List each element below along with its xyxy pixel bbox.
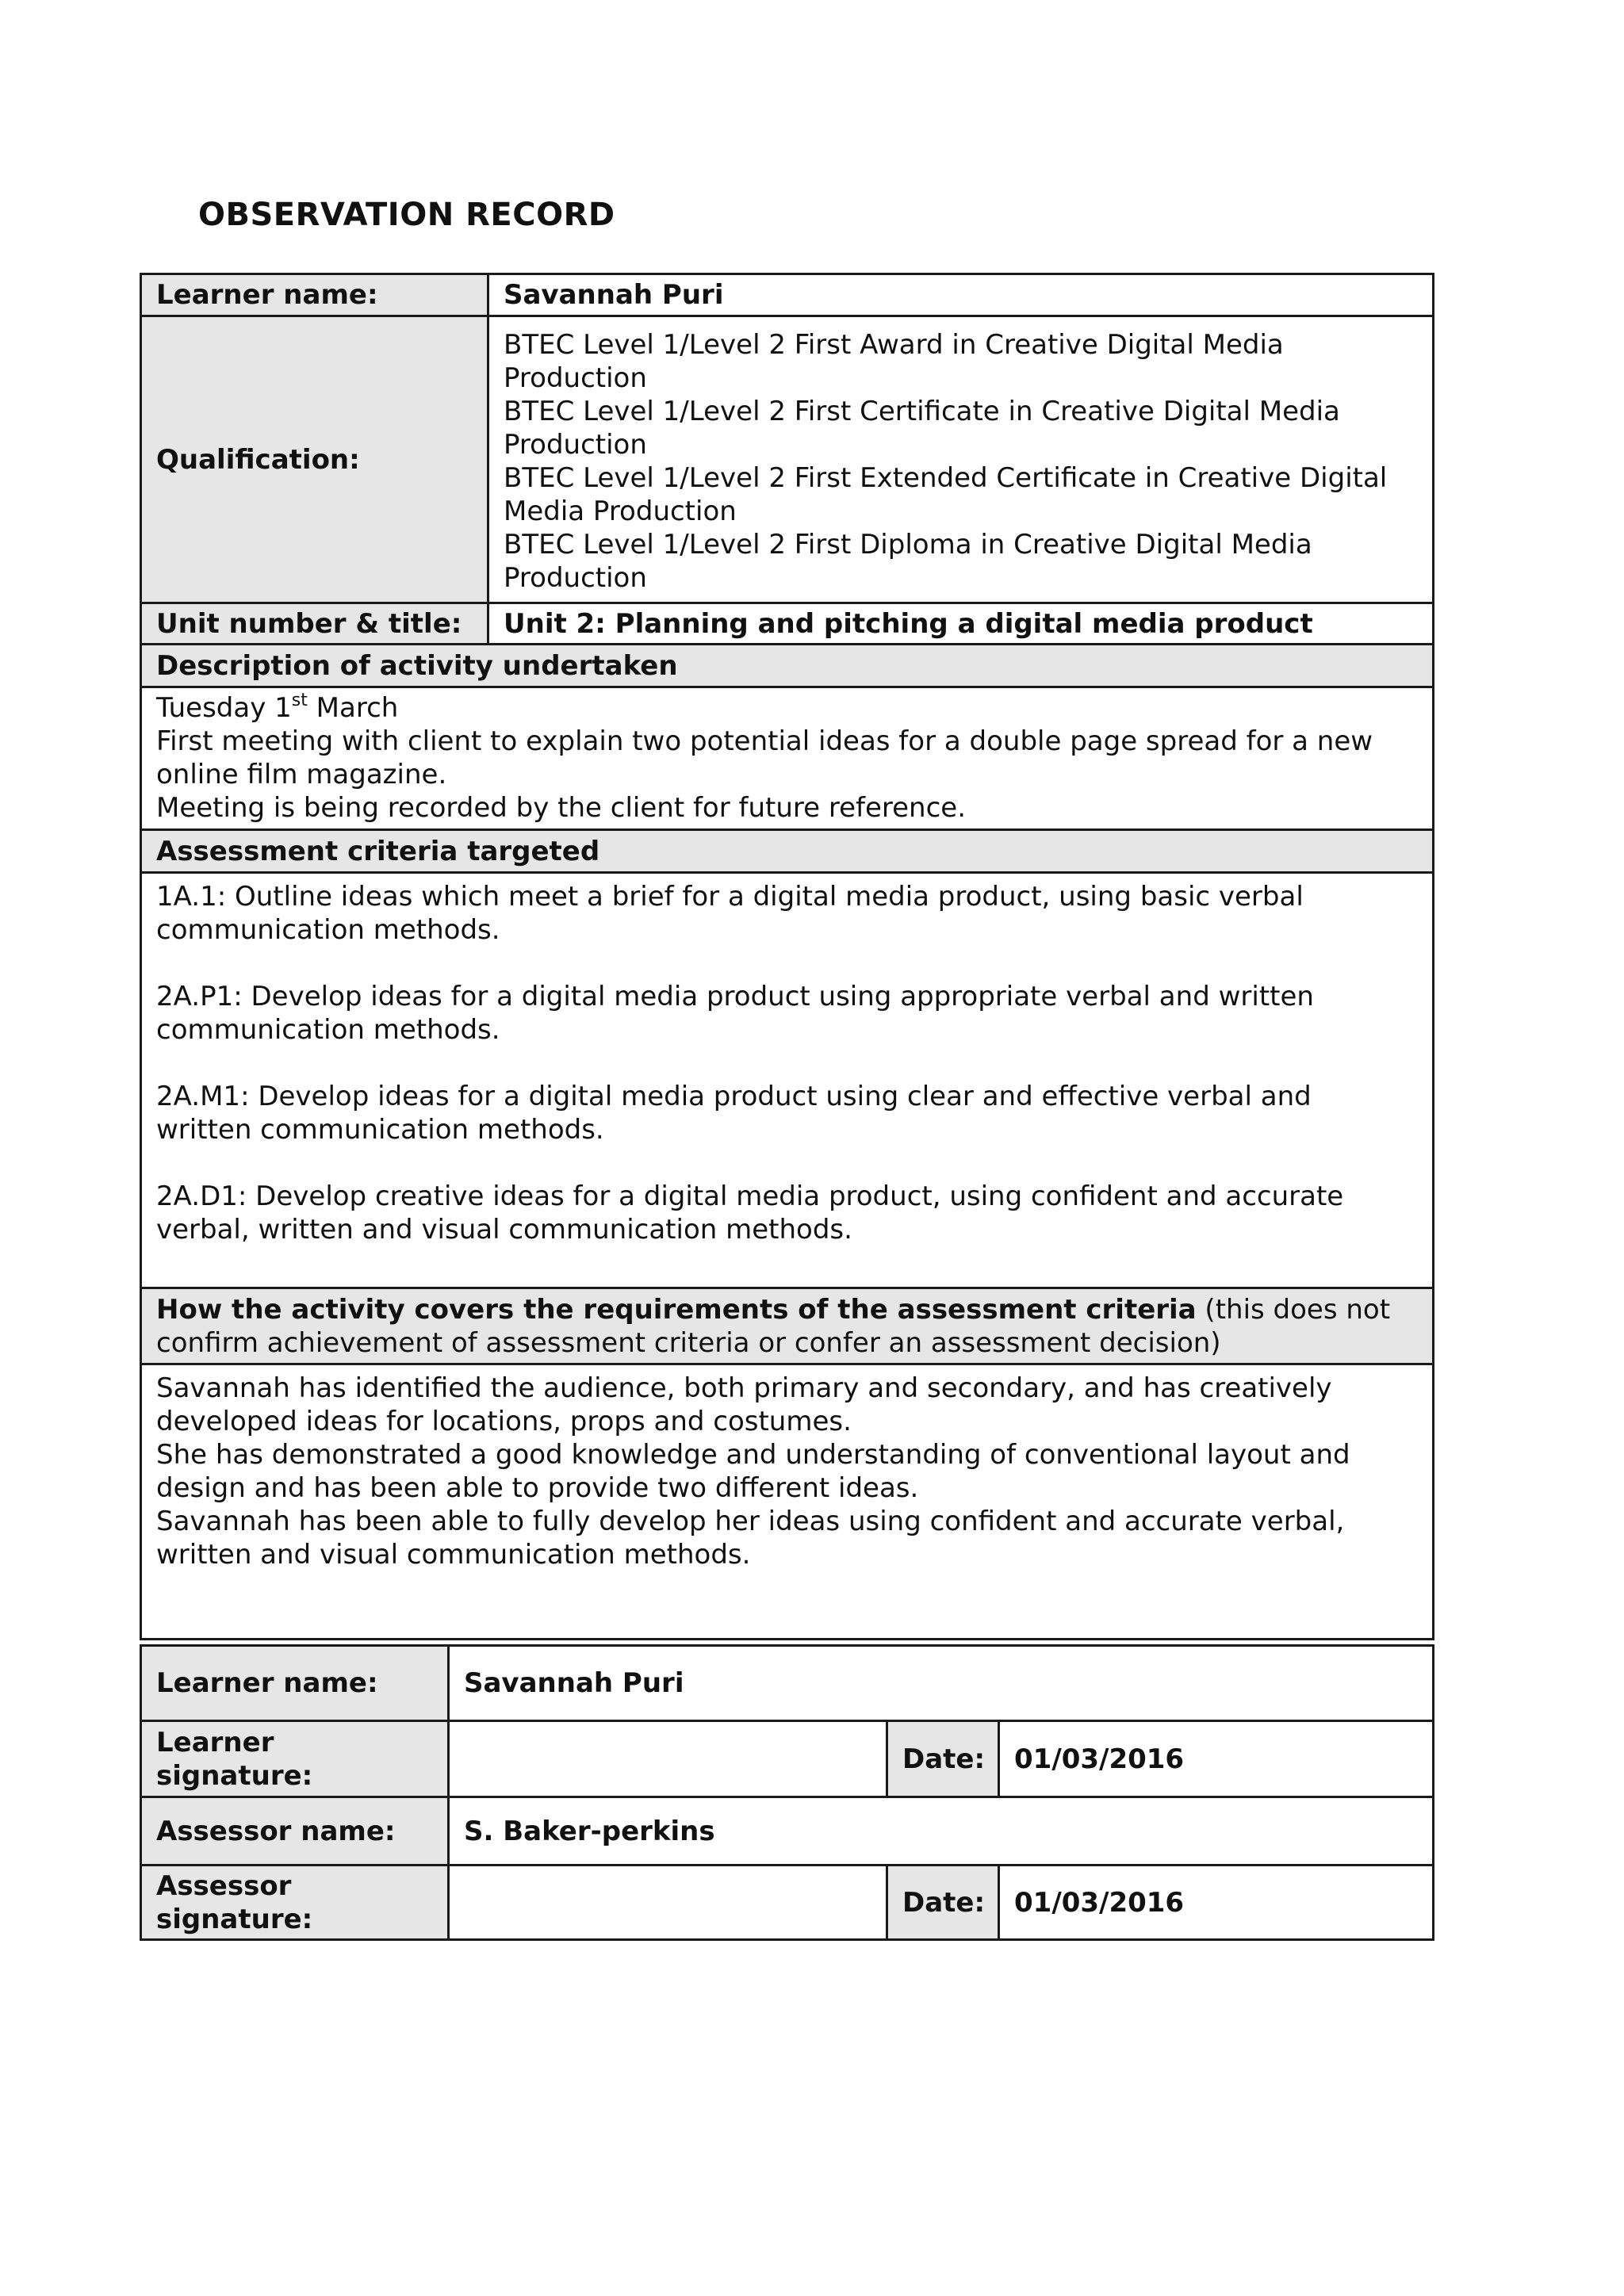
qualification-list	[488, 316, 1434, 603]
coverage-line: Savannah has identified the audience, both primary and secondary, and has creatively developed ideas for locations, props and costumes.	[156, 1372, 1332, 1437]
learner-date-value: 01/03/2016	[999, 1721, 1434, 1797]
learner-row	[141, 274, 1434, 316]
learner-signature-row	[141, 1721, 1434, 1797]
unit-row	[141, 603, 1434, 645]
learner-name-label: Learner name:	[141, 274, 488, 316]
coverage-body-row	[141, 1364, 1434, 1640]
description-line: Meeting is being recorded by the client for future reference.	[156, 792, 967, 824]
criteria-body-row	[141, 873, 1434, 1288]
page-title: OBSERVATION RECORD	[198, 197, 615, 233]
criterion-2ap1: 2A.P1: Develop ideas for a digital media product using appropriate verbal and written communication methods.	[156, 981, 1314, 1046]
criterion-1a1: 1A.1: Outline ideas which meet a brief for a digital media product, using basic verbal communication methods.	[156, 881, 1304, 946]
learner-signature-field[interactable]	[449, 1721, 887, 1797]
description-heading-row	[141, 645, 1434, 687]
learner-date-label: Date:	[887, 1721, 999, 1797]
assessor-signature-field[interactable]	[449, 1866, 887, 1940]
assessor-name-value: S. Baker-perkins	[449, 1797, 1434, 1866]
unit-label: Unit number & title:	[141, 603, 488, 645]
description-body-row	[141, 687, 1434, 830]
coverage-heading: How the activity covers the requirements of the assessment criteria (this does not confirm achievement of assessment criteria or confer an assessment decision)	[141, 1288, 1434, 1364]
assessor-name-label: Assessor name:	[141, 1797, 449, 1866]
assessor-name-row	[141, 1797, 1434, 1866]
coverage-body	[141, 1364, 1434, 1640]
coverage-line: She has demonstrated a good knowledge and understanding of conventional layout and design and has been able to provide two different ideas.	[156, 1439, 1350, 1504]
signoff-learner-name-label: Learner name:	[141, 1646, 449, 1721]
criteria-body	[141, 873, 1434, 1288]
coverage-line: Savannah has been able to fully develop her ideas using confident and accurate verbal, written and visual communication methods.	[156, 1506, 1345, 1571]
qualification-line: BTEC Level 1/Level 2 First Certificate in Creative Digital Media Production	[504, 396, 1340, 461]
assessor-signature-label: Assessor signature:	[141, 1866, 449, 1940]
qualification-line: BTEC Level 1/Level 2 First Extended Certificate in Creative Digital Media Production	[504, 462, 1388, 527]
description-heading: Description of activity undertaken	[141, 645, 1434, 687]
signoff-learner-name-value: Savannah Puri	[449, 1646, 1434, 1721]
learner-signature-label: Learner signature:	[141, 1721, 449, 1797]
criteria-heading: Assessment criteria targeted	[141, 830, 1434, 873]
description-body	[141, 687, 1434, 830]
criterion-2ad1: 2A.D1: Develop creative ideas for a digital media product, using confident and accurate verbal, written and visual communication methods.	[156, 1181, 1344, 1246]
criteria-heading-row	[141, 830, 1434, 873]
criterion-2am1: 2A.M1: Develop ideas for a digital media product using clear and effective verbal and written communication methods.	[156, 1081, 1312, 1146]
qualification-line: BTEC Level 1/Level 2 First Award in Creative Digital Media Production	[504, 329, 1284, 394]
assessor-date-label: Date:	[887, 1866, 999, 1940]
signoff-learner-name-row	[141, 1646, 1434, 1721]
assessor-signature-row	[141, 1866, 1434, 1940]
qualification-row	[141, 316, 1434, 603]
description-line: First meeting with client to explain two potential ideas for a double page spread for a new online film magazine.	[156, 725, 1373, 790]
assessor-date-value: 01/03/2016	[999, 1866, 1434, 1940]
qualification-label: Qualification:	[141, 316, 488, 603]
signoff-table	[140, 1644, 1434, 1941]
activity-date: Tuesday 1st March	[156, 690, 399, 724]
qualification-line: BTEC Level 1/Level 2 First Diploma in Creative Digital Media Production	[504, 529, 1312, 594]
unit-value: Unit 2: Planning and pitching a digital media product	[488, 603, 1434, 645]
coverage-heading-row	[141, 1288, 1434, 1364]
learner-name-value: Savannah Puri	[488, 274, 1434, 316]
observation-table	[140, 273, 1434, 1640]
